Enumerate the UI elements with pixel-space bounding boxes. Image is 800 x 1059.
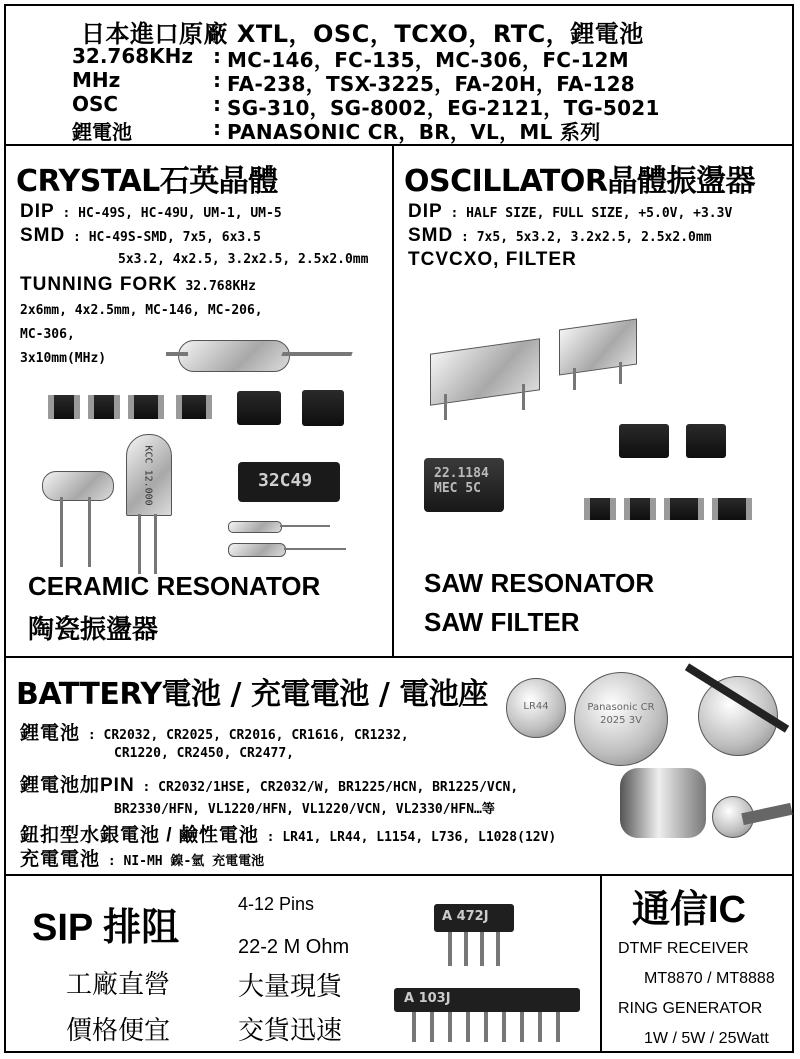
sip-left-line-1: 工廠直營: [66, 970, 171, 1000]
smd-crystal-chip: [237, 391, 281, 425]
crystal-fork-key: TUNNING FORK: [20, 274, 178, 295]
ic-line-4: 1W / 5W / 25Watt: [644, 1030, 769, 1047]
ceramic-resonator-image: [238, 462, 340, 502]
oscillator-dip-line: DIP : HALF SIZE, FULL SIZE, +5.0V, +3.3V: [408, 201, 733, 222]
smd-crystal-chip: [302, 390, 344, 426]
divider: [6, 656, 792, 658]
oscillator-extra: TCVCXO, FILTER: [408, 249, 577, 270]
sip-marking-2: A 103J: [404, 991, 451, 1006]
header-colon: :: [213, 92, 221, 116]
battery-title: BATTERY電池 / 充電電池 / 電池座: [16, 677, 488, 712]
catalog-page: [4, 4, 794, 1053]
saw-marking: 22.1184 MEC 5C: [434, 466, 489, 496]
divider: [600, 876, 602, 1051]
battery-line-value: CR2032/1HSE, CR2032/W, BR1225/HCN, BR1225/VCN,: [158, 780, 519, 795]
sip-resistor-small-image: [434, 904, 516, 974]
battery-pins-image: [712, 796, 796, 836]
battery-line-key: 充電電池: [20, 849, 101, 870]
crystal-fork-line-3: 3x10mm(MHz): [20, 351, 107, 366]
crystal-dip-value: HC-49S, HC-49U, UM-1, UM-5: [78, 206, 282, 221]
sip-mid-line-2: 交貨迅速: [238, 1016, 343, 1046]
crystal-fork-line: [20, 274, 256, 296]
battery-line-6: 充電電池 : NI-MH 鎳-氫 充電電池: [20, 849, 265, 870]
crystal-marking-1: KCC 12.000: [142, 445, 154, 506]
oscillator-title: OSCILLATOR晶體振盪器: [404, 164, 755, 199]
ceramic-resonator-cn: 陶瓷振盪器: [28, 615, 159, 645]
oscillator-dip-key: DIP: [408, 201, 443, 222]
cylinder-crystal-image: [228, 521, 348, 561]
header-colon: :: [213, 44, 221, 68]
sip-marking-1: A 472J: [442, 909, 489, 924]
smd-crystal-chip: [48, 395, 80, 419]
coin-cell-image: [574, 672, 668, 766]
tuning-fork-crystal-image: [42, 471, 114, 571]
ic-line-1: DTMF RECEIVER: [618, 940, 749, 957]
saw-resonator-title: SAW RESONATOR: [424, 568, 655, 598]
battery-line-1: 鋰電池 : CR2032, CR2025, CR2016, CR1616, CR1232,: [20, 723, 409, 744]
smd-oscillator-chip: [664, 498, 704, 520]
header-value-osc: SG-310，SG-8002，EG-2121，TG-5021: [227, 96, 660, 120]
battery-pack-image: [620, 768, 706, 838]
header-colon: :: [213, 116, 221, 140]
header-value-battery: PANASONIC CR，BR，VL，ML 系列: [227, 120, 601, 144]
battery-line-key: 鋰電池加PIN: [20, 775, 135, 796]
battery-line-4: BR2330/HFN, VL1220/HFN, VL1220/VCN, VL2330/HFN…等: [114, 802, 495, 817]
saw-filter-title: SAW FILTER: [424, 607, 580, 637]
ceramic-marking: 32C49: [258, 470, 313, 491]
header-label-osc: OSC: [72, 92, 119, 116]
crystal-smd-line: SMD : HC-49S-SMD, 7x5, 6x3.5: [20, 225, 261, 246]
header-colon: :: [213, 68, 221, 92]
battery-line-value: NI-MH 鎳-氫 充電電池: [123, 854, 265, 869]
sip-title: SIP 排阻: [32, 907, 180, 949]
sip-ohm: 22-2 M Ohm: [238, 936, 350, 958]
divider: [6, 144, 792, 146]
header-label-khz: 32.768KHz: [72, 44, 194, 68]
hc49-smd-crystal-image: [166, 338, 356, 374]
header-value-khz: MC-146，FC-135，MC-306，FC-12M: [227, 48, 629, 72]
hc49u-crystal-image: [126, 434, 174, 574]
oscillator-smd-line: SMD : 7x5, 5x3.2, 3.2x2.5, 2.5x2.0mm: [408, 225, 712, 246]
sip-pins: 4-12 Pins: [238, 894, 315, 914]
crystal-title: CRYSTAL石英晶體: [16, 164, 278, 199]
header-value-mhz: FA-238，TSX-3225，FA-20H，FA-128: [227, 72, 636, 96]
crystal-dip-key: DIP: [20, 201, 55, 222]
saw-resonator-image: [424, 458, 504, 512]
crystal-fork-line-1: 2x6mm, 4x2.5mm, MC-146, MC-206,: [20, 303, 263, 318]
battery-line-value: CR2032, CR2025, CR2016, CR1616, CR1232,: [103, 728, 409, 743]
sip-left-line-2: 價格便宜: [66, 1016, 171, 1046]
oscillator-smd-value: 7x5, 5x3.2, 3.2x2.5, 2.5x2.0mm: [476, 230, 712, 245]
battery-line-3: 鋰電池加PIN : CR2032/1HSE, CR2032/W, BR1225/HCN, BR1225/VCN,: [20, 775, 519, 796]
crystal-smd-key: SMD: [20, 225, 66, 246]
crystal-smd-value: HC-49S-SMD, 7x5, 6x3.5: [88, 230, 261, 245]
smd-oscillator-chip: [619, 424, 669, 458]
divider: [6, 874, 792, 876]
battery-line-key: 鋰電池: [20, 723, 81, 744]
sip-mid-line-1: 大量現貨: [238, 972, 343, 1002]
dip-oscillator-half-image: [559, 324, 641, 392]
battery-line-key: 鈕扣型水銀電池 / 鹼性電池: [20, 825, 259, 846]
crystal-fork-value: 32.768KHz: [185, 279, 256, 294]
ic-line-3: RING GENERATOR: [618, 1000, 763, 1017]
header-label-battery: 鋰電池: [72, 120, 132, 144]
crystal-fork-line-2: MC-306,: [20, 327, 75, 342]
smd-oscillator-chip: [712, 498, 752, 520]
coin-cell-marking: Panasonic CR 2025 3V: [587, 702, 655, 726]
battery-line-5: 鈕扣型水銀電池 / 鹼性電池 : LR41, LR44, L1154, L736, L1028(12V): [20, 825, 557, 846]
battery-line-2: CR1220, CR2450, CR2477,: [114, 746, 295, 761]
battery-line-value: LR41, LR44, L1154, L736, L1028(12V): [282, 830, 557, 845]
button-cell-image: [506, 678, 566, 738]
smd-oscillator-chip: [624, 498, 656, 520]
divider: [392, 146, 394, 658]
oscillator-smd-key: SMD: [408, 225, 454, 246]
ceramic-resonator-title: CERAMIC RESONATOR: [28, 571, 321, 601]
smd-oscillator-chip: [686, 424, 726, 458]
button-cell-marking: LR44: [523, 701, 549, 712]
crystal-dip-line: DIP : HC-49S, HC-49U, UM-1, UM-5: [20, 201, 282, 222]
smd-oscillator-chip: [584, 498, 616, 520]
smd-crystal-chip: [128, 395, 164, 419]
sip-resistor-long-image: [394, 988, 584, 1046]
header-label-mhz: MHz: [72, 68, 121, 92]
ic-title: 通信IC: [632, 889, 747, 931]
smd-crystal-chip: [88, 395, 120, 419]
dip-oscillator-full-image: [430, 346, 546, 422]
crystal-smd-value2: 5x3.2, 4x2.5, 3.2x2.5, 2.5x2.0mm: [118, 252, 369, 267]
ic-line-2: MT8870 / MT8888: [644, 970, 775, 987]
oscillator-extra-line: [408, 249, 577, 271]
oscillator-dip-value: HALF SIZE, FULL SIZE, +5.0V, +3.3V: [466, 206, 733, 221]
header-title: 日本進口原廠 XTL，OSC，TCXO，RTC，鋰電池: [81, 20, 644, 48]
smd-crystal-chip: [176, 395, 212, 419]
